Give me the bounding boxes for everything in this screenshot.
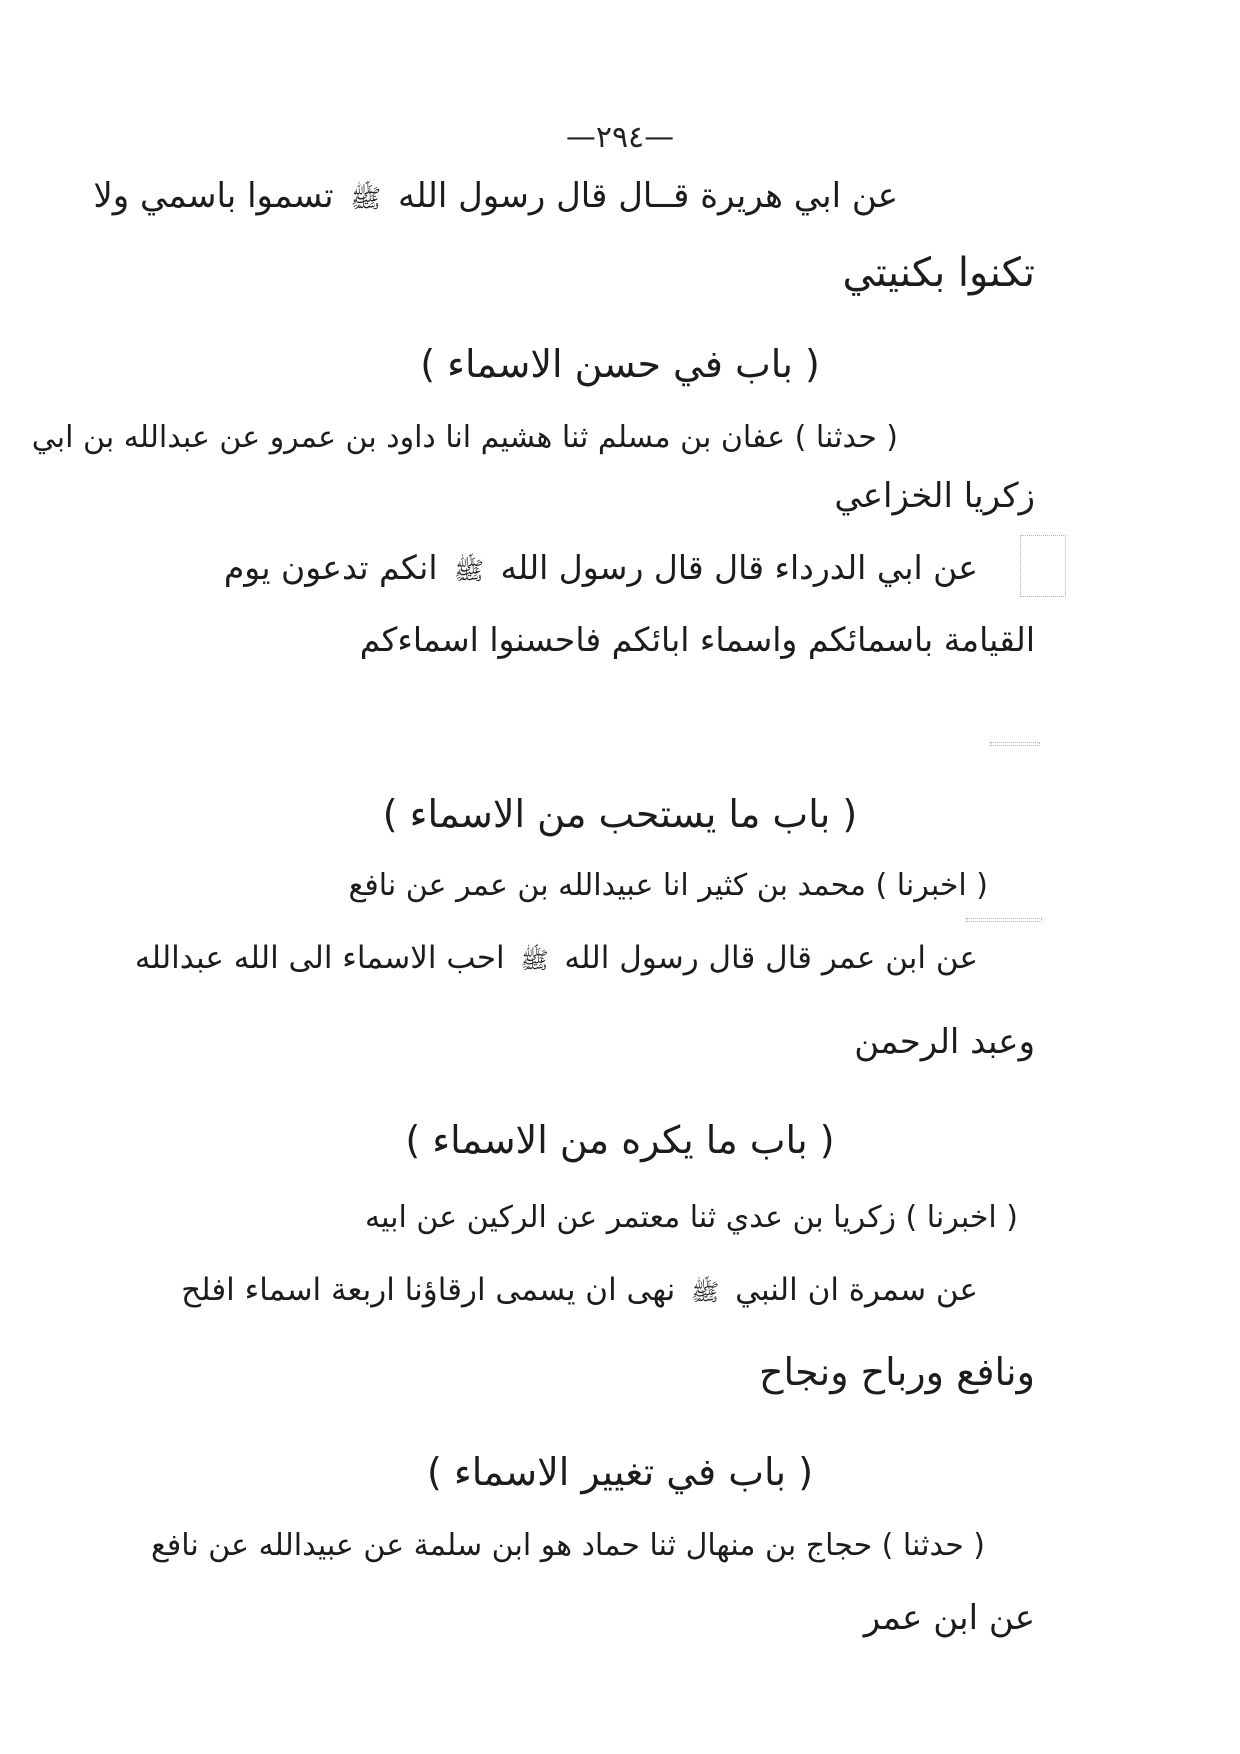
text-line xyxy=(224,548,978,592)
text-segment: تسموا باسمي ولا xyxy=(93,176,334,216)
margin-mark xyxy=(990,742,1040,746)
text-line xyxy=(93,176,898,220)
text-segment: نهى ان يسمى ارقاؤنا اربعة اسماء افلح xyxy=(181,1272,676,1308)
text-line: ( اخبرنا ) زكريا بن عدي ثنا معتمر عن الركين عن ابيه xyxy=(365,1200,1018,1235)
section-heading: ( باب ما يستحب من الاسماء ) xyxy=(382,792,858,836)
section-heading: ( باب ما يكره من الاسماء ) xyxy=(405,1118,835,1162)
text-line: ( حدثنا ) حجاج بن منهال ثنا حماد هو ابن سلمة عن عبيدالله عن نافع xyxy=(150,1528,985,1563)
section-heading: ( باب في تغيير الاسماء ) xyxy=(426,1450,814,1494)
margin-mark xyxy=(966,918,1042,922)
honorific-symbol: ﷺ xyxy=(350,184,382,214)
text-line xyxy=(181,1272,978,1312)
text-line: زكريا الخزاعي xyxy=(834,476,1035,516)
text-line: القيامة باسمائكم واسماء ابائكم فاحسنوا اسماءكم xyxy=(359,620,1035,659)
text-line: تكنوا بكنيتي xyxy=(842,250,1035,296)
honorific-symbol: ﷺ xyxy=(691,1279,720,1306)
text-segment: عن سمرة ان النبي xyxy=(735,1272,978,1308)
text-line: ( حدثنا ) عفان بن مسلم ثنا هشيم انا داود بن عمرو عن عبدالله بن ابي xyxy=(31,420,898,455)
text-segment: عن ابي هريرة قــال قال رسول الله xyxy=(397,176,898,216)
margin-mark xyxy=(1020,535,1066,597)
text-line: ونافع ورباح ونجاح xyxy=(758,1350,1035,1394)
page-number: —٢٩٤— xyxy=(565,120,675,155)
text-segment: عن ابي الدرداء قال قال رسول الله xyxy=(500,548,978,587)
honorific-symbol: ﷺ xyxy=(520,947,549,974)
text-segment: انكم تدعون يوم xyxy=(223,548,438,587)
honorific-symbol: ﷺ xyxy=(454,556,484,585)
text-line xyxy=(135,940,978,980)
text-line: عن ابن عمر xyxy=(863,1598,1035,1638)
text-segment: احب الاسماء الى الله عبدالله xyxy=(134,940,505,976)
text-line: وعبد الرحمن xyxy=(854,1022,1035,1062)
text-segment: عن ابن عمر قال قال رسول الله xyxy=(564,940,978,976)
text-line: ( اخبرنا ) محمد بن كثير انا عبيدالله بن عمر عن نافع xyxy=(348,868,988,903)
section-heading: ( باب في حسن الاسماء ) xyxy=(420,342,820,386)
